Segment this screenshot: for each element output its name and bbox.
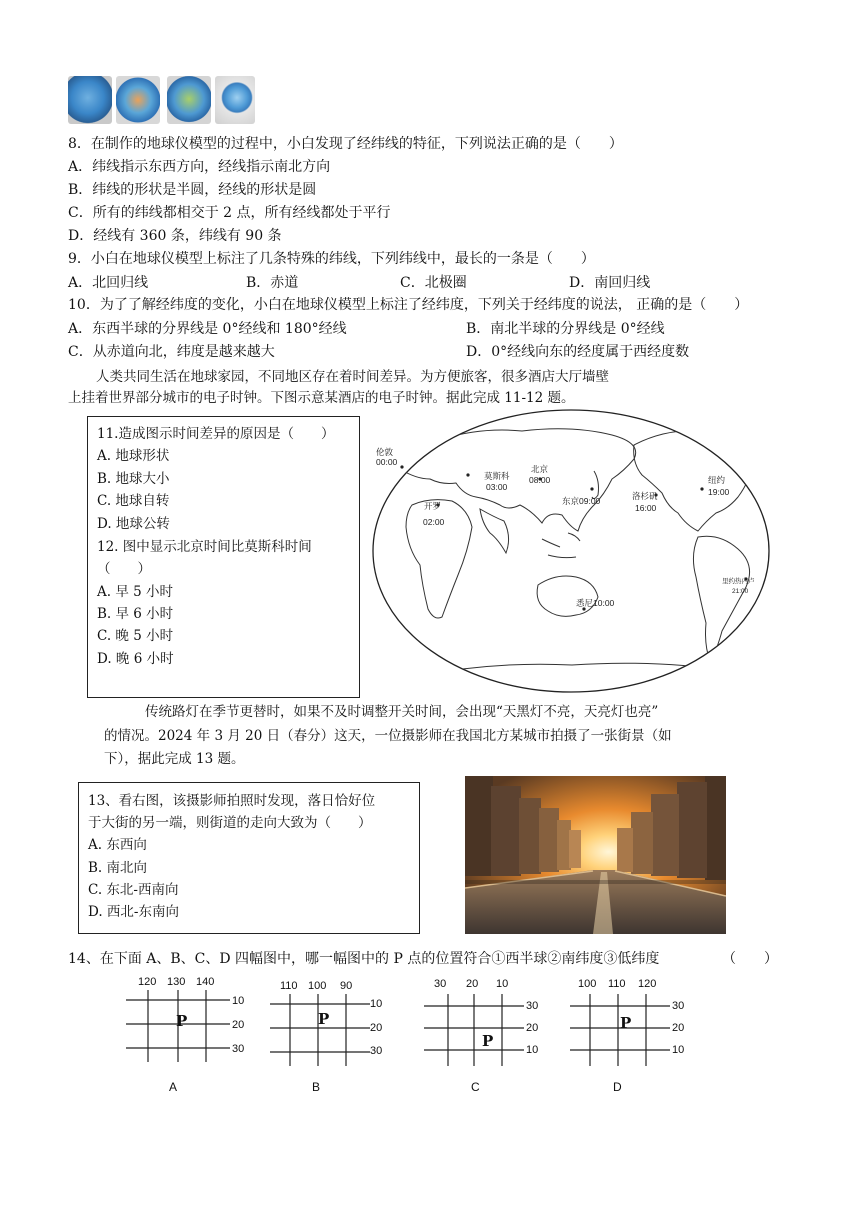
grid-b-top-1: 110 bbox=[280, 980, 298, 992]
grid-c-right-1: 30 bbox=[526, 1000, 539, 1012]
intro-11-12-line1: 人类共同生活在地球家园，不同地区存在着时间差异。为方便旅客，很多酒店大厅墙壁 bbox=[96, 369, 609, 385]
q9-option-d[interactable]: D．南回归线 bbox=[569, 275, 651, 291]
city-ny-name: 纽约 bbox=[708, 475, 726, 485]
grid-b-label: B bbox=[312, 1080, 321, 1094]
city-moscow-name: 莫斯科 bbox=[484, 471, 510, 481]
grid-c-right-3: 10 bbox=[526, 1044, 539, 1056]
grid-b[interactable] bbox=[270, 972, 420, 1102]
q9-option-b[interactable]: B．赤道 bbox=[246, 275, 299, 291]
globe-photo-3 bbox=[167, 76, 211, 124]
q13-option-b[interactable]: B. 南北向 bbox=[88, 860, 148, 876]
grid-a-top-1: 120 bbox=[138, 976, 157, 988]
grid-c[interactable] bbox=[424, 972, 574, 1102]
grid-c-lines bbox=[424, 994, 524, 1066]
grid-a-right-3: 30 bbox=[232, 1043, 245, 1055]
grid-b-point-p: P bbox=[318, 1010, 330, 1028]
q10-option-d[interactable]: D．0°经线向东的经度属于西经度数 bbox=[466, 344, 690, 360]
grid-c-top-2: 20 bbox=[466, 978, 479, 990]
q8-option-b[interactable]: B．纬线的形状是半圆，经线的形状是圆 bbox=[68, 182, 317, 198]
city-la-time: 16:00 bbox=[635, 503, 657, 513]
grid-d-top-3: 120 bbox=[638, 978, 657, 990]
q11-option-c[interactable]: C. 地球自转 bbox=[97, 493, 170, 509]
q11-option-a[interactable]: A. 地球形状 bbox=[97, 448, 170, 464]
q10-option-a[interactable]: A．东西半球的分界线是 0°经线和 180°经线 bbox=[68, 321, 347, 337]
grid-c-top-1: 30 bbox=[434, 978, 447, 990]
grid-d-right-2: 20 bbox=[672, 1022, 685, 1034]
city-beijing-time: 08:00 bbox=[529, 475, 551, 485]
city-london-time: 00:00 bbox=[376, 457, 398, 467]
grid-b-right-2: 20 bbox=[370, 1022, 383, 1034]
q9-option-c[interactable]: C．北极圈 bbox=[400, 275, 467, 291]
grid-d[interactable] bbox=[570, 972, 720, 1102]
grid-a-right-1: 10 bbox=[232, 995, 245, 1007]
grid-b-top-2: 100 bbox=[308, 980, 327, 992]
grid-c-point-p: P bbox=[482, 1032, 494, 1050]
q13-option-d[interactable]: D. 西北-东南向 bbox=[88, 904, 179, 920]
city-cairo-name: 开罗 bbox=[424, 501, 442, 511]
q12-answer-paren: （ ） bbox=[97, 561, 151, 577]
grid-a-right-2: 20 bbox=[232, 1019, 245, 1031]
q9-option-a[interactable]: A．北回归线 bbox=[68, 275, 149, 291]
q8-option-c[interactable]: C．所有的纬线都相交于 2 点，所有经线都处于平行 bbox=[68, 205, 391, 221]
grid-d-top-1: 100 bbox=[578, 978, 597, 990]
city-sydney: 悉尼10:00 bbox=[576, 598, 615, 608]
q14-stem: 14、在下面 A、B、C、D 四幅图中，哪一幅图中的 P 点的位置符合①西半球②南纬度③低纬度 bbox=[68, 951, 660, 967]
world-time-map bbox=[372, 409, 770, 694]
grid-b-top-3: 90 bbox=[340, 980, 353, 992]
city-tokyo: 东京09:00 bbox=[562, 496, 601, 506]
globe-photo-1 bbox=[68, 76, 112, 124]
grid-a-label: A bbox=[169, 1080, 178, 1094]
grid-b-right-3: 30 bbox=[370, 1045, 383, 1057]
grid-d-right-3: 10 bbox=[672, 1044, 685, 1056]
intro-13-line2: 的情况。2024 年 3 月 20 日（春分）这天，一位摄影师在我国北方某城市拍摄了一张街景（如 bbox=[104, 728, 672, 744]
q8-option-a[interactable]: A．纬线指示东西方向，经线指示南北方向 bbox=[68, 159, 331, 175]
grid-a-top-3: 140 bbox=[196, 976, 215, 988]
q10-stem: 10．为了了解经纬度的变化，小白在地球仪模型上标注了经纬度，下列关于经纬度的说法， 正确的是（ ） bbox=[68, 297, 749, 313]
city-cairo-time: 02:00 bbox=[423, 517, 445, 527]
q12-option-b[interactable]: B. 早 6 小时 bbox=[97, 606, 174, 622]
q9-stem: 9．小白在地球仪模型上标注了几条特殊的纬线，下列纬线中，最长的一条是（ ） bbox=[68, 251, 595, 267]
city-london-name: 伦敦 bbox=[376, 447, 394, 457]
q13-stem-line1: 13、看右图，该摄影师拍照时发现，落日恰好位 bbox=[88, 793, 376, 809]
q12-option-d[interactable]: D. 晚 6 小时 bbox=[97, 651, 174, 667]
grid-a-top-2: 130 bbox=[167, 976, 186, 988]
q11-option-b[interactable]: B. 地球大小 bbox=[97, 471, 170, 487]
intro-13-line3: 下），据此完成 13 题。 bbox=[104, 751, 245, 767]
globe-photo-2 bbox=[116, 76, 160, 124]
q11-option-d[interactable]: D. 地球公转 bbox=[97, 516, 170, 532]
grid-c-right-2: 20 bbox=[526, 1022, 539, 1034]
city-ny-time: 19:00 bbox=[708, 487, 730, 497]
grid-d-label: D bbox=[613, 1080, 622, 1094]
q10-option-b[interactable]: B．南北半球的分界线是 0°经线 bbox=[466, 321, 665, 337]
q12-option-c[interactable]: C. 晚 5 小时 bbox=[97, 628, 174, 644]
city-moscow-time: 03:00 bbox=[486, 482, 508, 492]
q8-stem: 8．在制作的地球仪模型的过程中，小白发现了经纬线的特征，下列说法正确的是（ ） bbox=[68, 136, 623, 152]
street-sunset-photo bbox=[465, 776, 726, 934]
q13-stem-line2: 于大街的另一端，则街道的走向大致为（ ） bbox=[88, 815, 372, 831]
q14-answer-paren: （ ） bbox=[722, 951, 778, 967]
grid-d-top-2: 110 bbox=[608, 978, 626, 990]
q13-option-a[interactable]: A. 东西向 bbox=[88, 837, 147, 853]
q12-option-a[interactable]: A. 早 5 小时 bbox=[97, 584, 174, 600]
city-la-name: 洛杉矶 bbox=[632, 491, 658, 501]
city-rio-name: 里约热内卢 bbox=[722, 578, 755, 585]
grid-a-point-p: P bbox=[176, 1012, 188, 1030]
city-rio-time: 21:00 bbox=[732, 588, 749, 595]
globe-photo-4 bbox=[215, 76, 255, 124]
greenland-outline bbox=[690, 412, 736, 433]
grid-c-top-3: 10 bbox=[496, 978, 509, 990]
q8-option-d[interactable]: D．经线有 360 条，纬线有 90 条 bbox=[68, 228, 282, 244]
grid-b-lines bbox=[270, 994, 370, 1066]
city-beijing-name: 北京 bbox=[531, 464, 549, 474]
grid-d-right-1: 30 bbox=[672, 1000, 685, 1012]
q12-stem: 12. 图中显示北京时间比莫斯科时间 bbox=[97, 539, 312, 555]
intro-11-12-line2: 上挂着世界部分城市的电子时钟。下图示意某酒店的电子时钟。据此完成 11-12 题。 bbox=[68, 390, 575, 406]
intro-13-line1: 传统路灯在季节更替时，如果不及时调整开关时间，会出现“天黑灯不亮，天亮灯也亮” bbox=[145, 704, 659, 720]
q11-stem: 11.造成图示时间差异的原因是（ ） bbox=[97, 426, 335, 442]
q10-option-c[interactable]: C．从赤道向北，纬度是越来越大 bbox=[68, 344, 275, 360]
grid-d-point-p: P bbox=[620, 1014, 632, 1032]
grid-c-label: C bbox=[471, 1080, 480, 1094]
grid-b-right-1: 10 bbox=[370, 998, 383, 1010]
q13-option-c[interactable]: C. 东北-西南向 bbox=[88, 882, 179, 898]
